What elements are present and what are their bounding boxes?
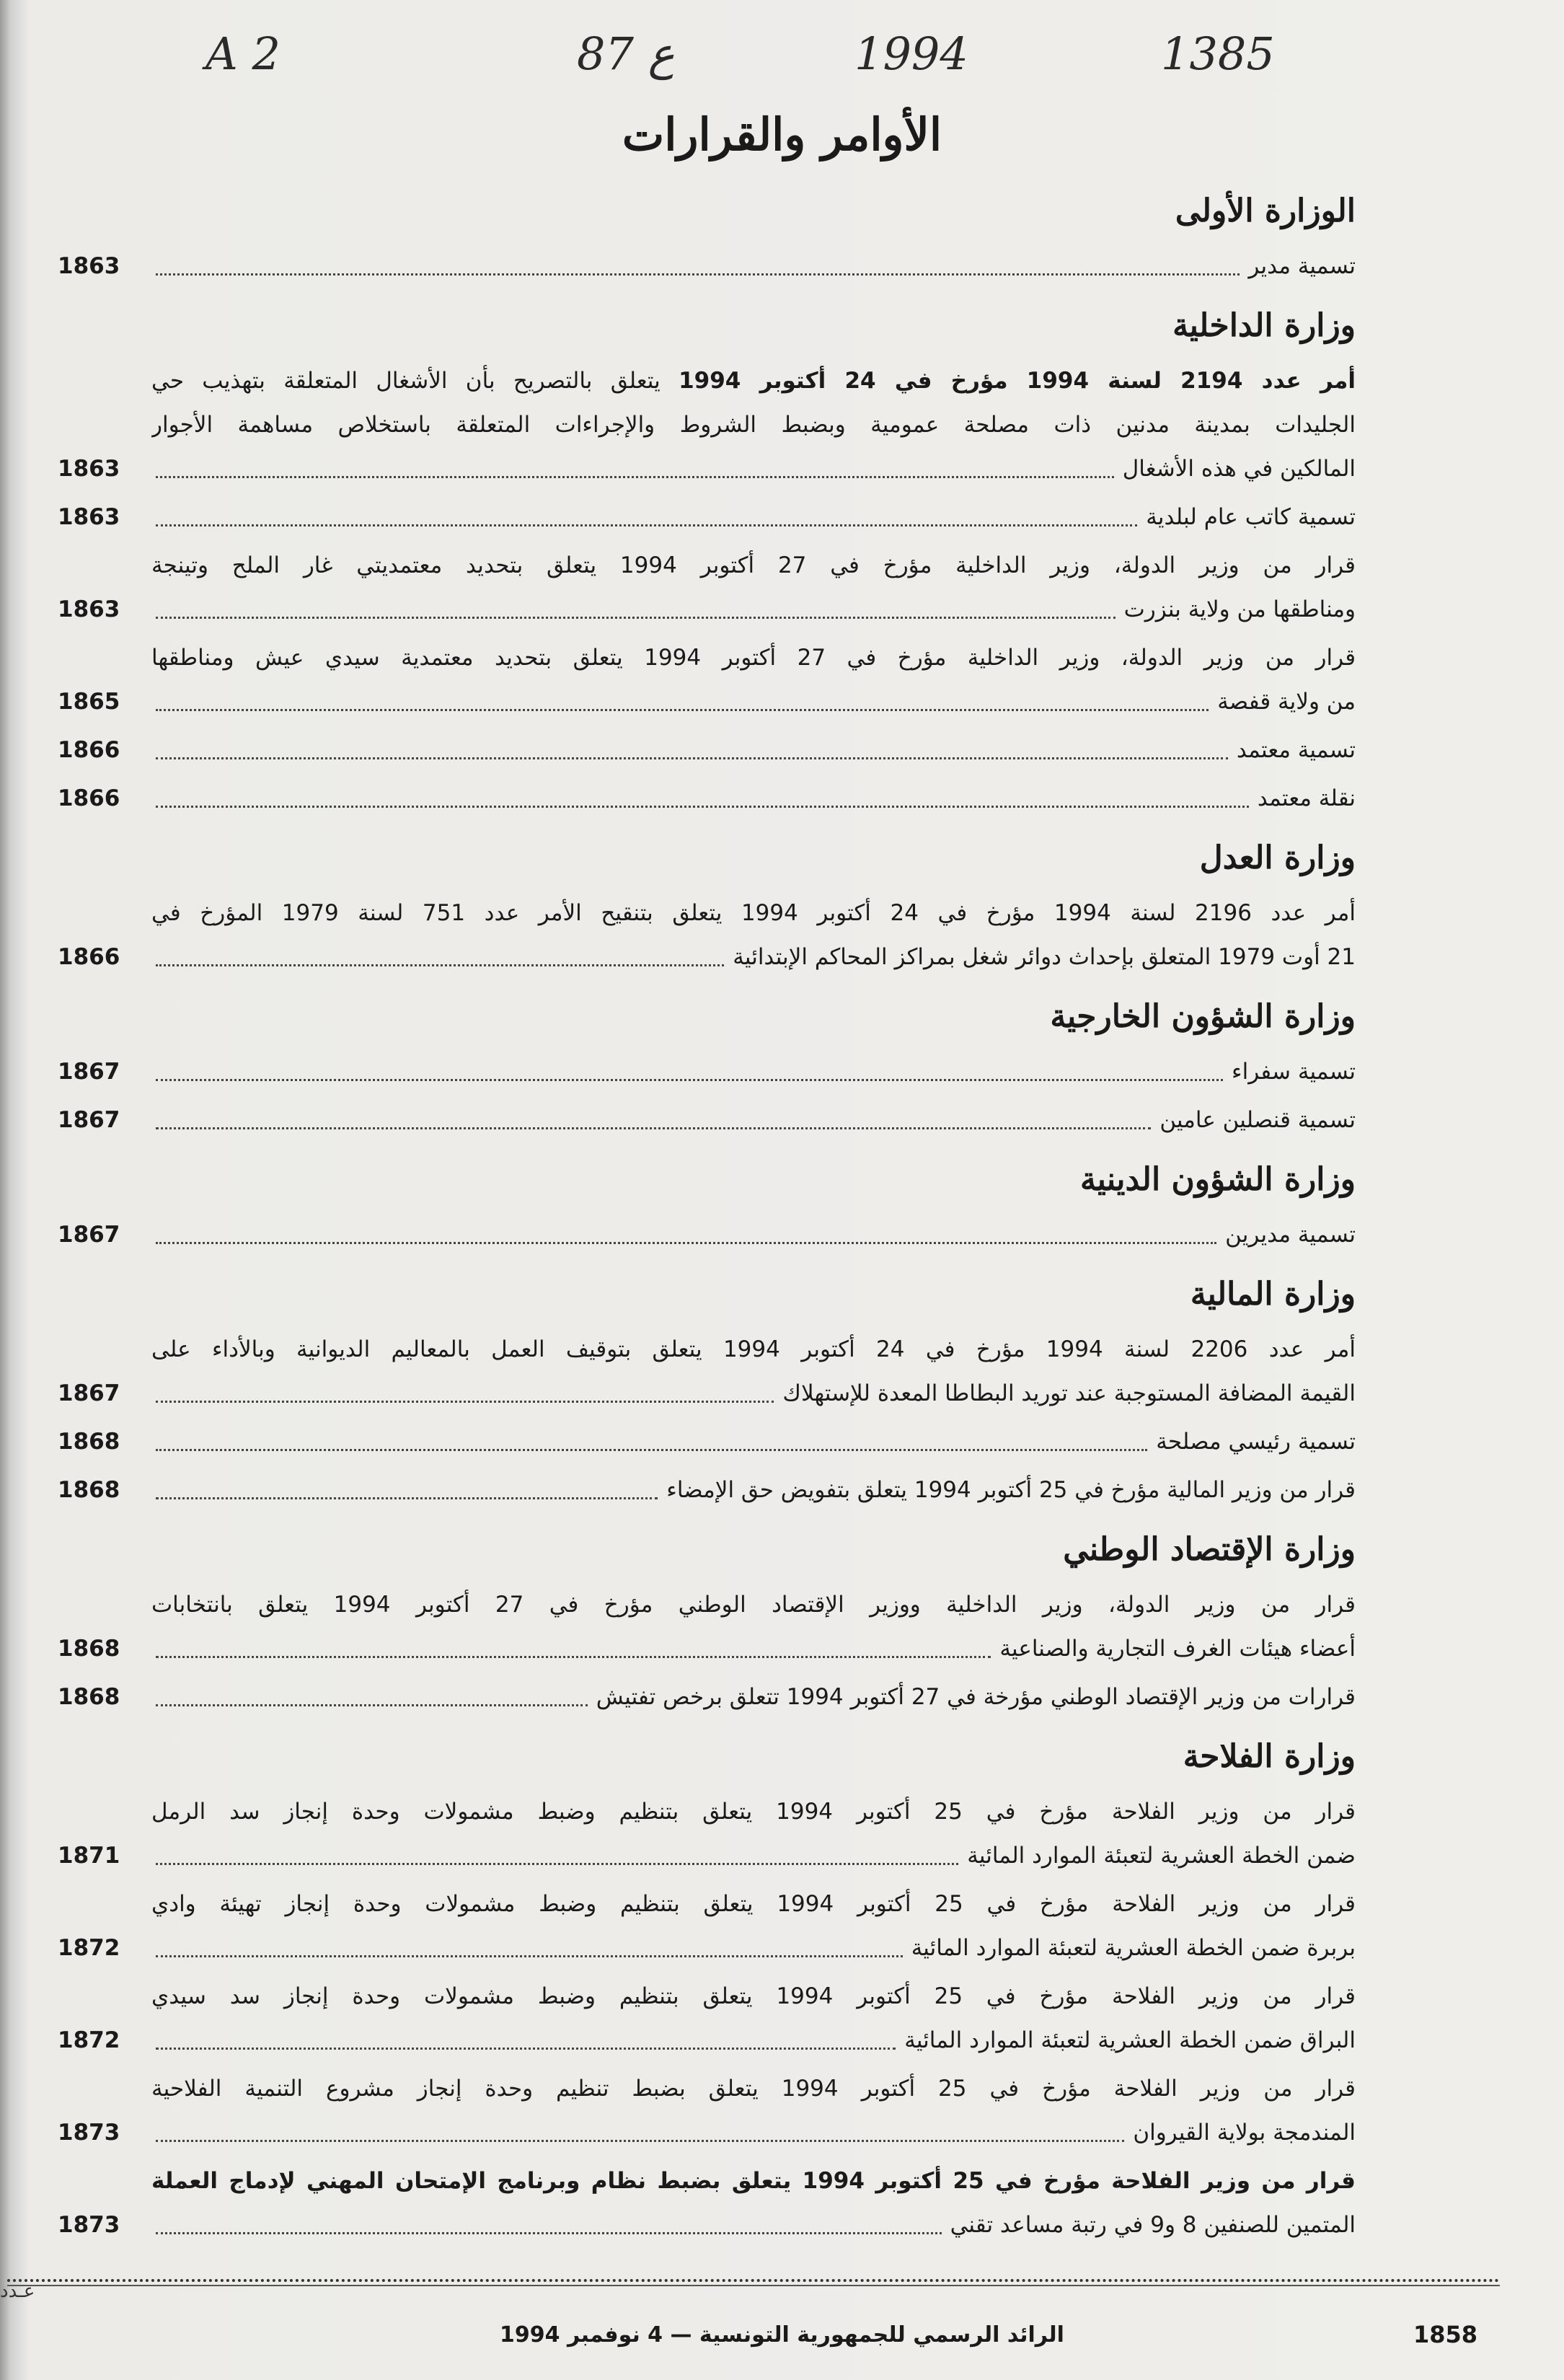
- toc-page-number: 1863: [58, 456, 120, 482]
- toc-entry-text: [151, 1213, 1356, 1257]
- toc-entry[interactable]: [58, 544, 1356, 632]
- toc-page-number: 1863: [58, 596, 120, 622]
- toc-entry[interactable]: [58, 1790, 1356, 1878]
- toc-entry-line: المندمجة بولاية القيروان: [1133, 2120, 1356, 2146]
- dot-leader: [156, 1241, 1216, 1244]
- toc-entry[interactable]: [58, 891, 1356, 979]
- toc-entry-line: تسمية معتمد: [1236, 737, 1356, 763]
- page-title: الأوامر والقرارات: [622, 108, 942, 161]
- toc-entry-line: قرار من وزير الدولة، وزير الداخلية ووزير الإقتصاد الوطني مؤرخ في 27 أكتوبر 1994 يتعلق بانتخابات: [151, 1592, 1356, 1618]
- dot-leader: [156, 273, 1240, 276]
- handwritten-year: 1994: [854, 27, 968, 80]
- toc-entry-line: القيمة المضافة المستوجبة عند توريد البطاطا المعدة للإستهلاك: [782, 1380, 1356, 1406]
- toc-entry-line: تسمية مديرين: [1225, 1222, 1356, 1248]
- dot-leader: [156, 964, 724, 966]
- toc-entry[interactable]: [58, 1420, 1356, 1464]
- section-title: وزارة الفلاحة: [1183, 1738, 1356, 1775]
- toc-entry-text: [151, 1098, 1356, 1142]
- footer-page-number: 1858: [1413, 2321, 1478, 2348]
- toc-entry-text: [151, 495, 1356, 539]
- toc-page-number: 1865: [58, 689, 120, 715]
- toc-page-number: 1868: [58, 1477, 120, 1503]
- toc-entry[interactable]: [58, 728, 1356, 772]
- toc-entry-line: قرار من وزير الفلاحة مؤرخ في 25 أكتوبر 1994 يتعلق بتنظيم وضبط مشمولات وحدة إنجاز سد سيدي: [151, 1983, 1356, 2009]
- toc-entry[interactable]: [58, 1675, 1356, 1719]
- handwritten-ref: A 2: [206, 27, 280, 80]
- toc-entry-text: [151, 359, 1356, 491]
- toc-entry-line: قرار من وزير الدولة، وزير الداخلية مؤرخ في 27 أكتوبر 1994 يتعلق بتحديد معتمدية سيدي عيش ومناطقها: [151, 645, 1356, 671]
- section-title: وزارة الشؤون الدينية: [1080, 1161, 1356, 1198]
- toc-entry[interactable]: [58, 1213, 1356, 1257]
- toc-entry-line: قرار من وزير الفلاحة مؤرخ في 25 أكتوبر 1994 يتعلق بضبط نظام وبرنامج الإمتحان المهني لإدماج العملة: [151, 2168, 1356, 2194]
- toc-entry-line: تسمية كاتب عام لبلدية: [1146, 504, 1356, 530]
- handwritten-number: 87 ع: [577, 27, 675, 80]
- toc-entry-line: 21 أوت 1979 المتعلق بإحداث دوائر شغل بمراكز المحاكم الإبتدائية: [733, 944, 1356, 970]
- toc-entry[interactable]: [58, 1328, 1356, 1416]
- dot-leader: [156, 1655, 991, 1658]
- toc-page-number: 1873: [58, 2212, 120, 2238]
- toc-entry-line: البراق ضمن الخطة العشرية لتعبئة الموارد المائية: [904, 2027, 1356, 2053]
- toc-entry-line: من ولاية قفصة: [1217, 689, 1356, 715]
- toc-entry-line: قرار من وزير الفلاحة مؤرخ في 25 أكتوبر 1994 يتعلق بتنظيم وضبط مشمولات وحدة إنجاز سد الرمل: [151, 1799, 1356, 1825]
- toc-page-number: 1872: [58, 1935, 120, 1961]
- toc-entry-text: [151, 1675, 1356, 1719]
- toc-entry[interactable]: [58, 636, 1356, 724]
- toc-entry-line: تسمية مدير: [1248, 253, 1356, 279]
- toc-entry-text: [151, 1975, 1356, 2063]
- toc-entry-line: ضمن الخطة العشرية لتعبئة الموارد المائية: [967, 1843, 1356, 1869]
- toc-page-number: 1868: [58, 1429, 120, 1455]
- toc-entry-line: بربرة ضمن الخطة العشرية لتعبئة الموارد المائية: [911, 1935, 1356, 1961]
- toc-entry-text: [151, 1583, 1356, 1671]
- toc-entry-text: [151, 1328, 1356, 1416]
- toc-entry[interactable]: [58, 359, 1356, 491]
- toc-entry-line: أمر عدد 2196 لسنة 1994 مؤرخ في 24 أكتوبر 1994 يتعلق بتنقيح الأمر عدد 751 لسنة 1979 المؤرخ في: [151, 900, 1356, 926]
- toc-entry-text: [151, 1882, 1356, 1970]
- dot-leader: [156, 1954, 903, 1957]
- dot-leader: [156, 1704, 588, 1706]
- dot-leader: [156, 708, 1209, 711]
- toc-entry[interactable]: [58, 244, 1356, 288]
- toc-entry[interactable]: [58, 1975, 1356, 2063]
- section-title: وزارة الداخلية: [1172, 307, 1356, 344]
- toc-entry-text: [151, 2159, 1356, 2247]
- toc-page-number: 1866: [58, 944, 120, 970]
- toc-page-number: 1867: [58, 1222, 120, 1248]
- toc-entry-text: [151, 2067, 1356, 2155]
- toc-entry[interactable]: [58, 1583, 1356, 1671]
- dot-leader: [156, 1497, 658, 1499]
- toc-entry-line: أعضاء هيئات الغرف التجارية والصناعية: [999, 1636, 1356, 1662]
- dot-leader: [156, 616, 1115, 619]
- toc-entry[interactable]: [58, 1882, 1356, 1970]
- toc-entry-text: [151, 544, 1356, 632]
- section-title: وزارة المالية: [1190, 1276, 1356, 1313]
- toc-entry-text: [151, 244, 1356, 288]
- toc-entry-text: [151, 1420, 1356, 1464]
- toc-entry-line: قرار من وزير الدولة، وزير الداخلية مؤرخ في 27 أكتوبر 1994 يتعلق بتحديد معتمديتي غار الملح وتينجة: [151, 552, 1356, 578]
- dot-leader: [156, 1400, 774, 1403]
- toc-entry-line: تسمية رئيسي مصلحة: [1156, 1429, 1356, 1455]
- toc-entry[interactable]: [58, 1468, 1356, 1512]
- toc-page-number: 1866: [58, 785, 120, 811]
- section-title: الوزارة الأولى: [1175, 193, 1356, 229]
- toc-entry[interactable]: [58, 777, 1356, 821]
- footer-journal-title: الرائد الرسمي للجمهورية التونسية — 4 نوفمبر 1994: [500, 2322, 1064, 2348]
- toc-entry-line: قرارات من وزير الإقتصاد الوطني مؤرخة في 27 أكتوبر 1994 تتعلق برخص تفتيش: [596, 1684, 1356, 1710]
- toc-page-number: 1867: [58, 1107, 120, 1133]
- toc-entry[interactable]: [58, 1050, 1356, 1094]
- toc-page-number: 1863: [58, 253, 120, 279]
- toc-page-number: 1871: [58, 1843, 120, 1869]
- toc-page-number: 1873: [58, 2120, 120, 2146]
- toc-entry-line: تسمية قنصلين عامين: [1159, 1107, 1356, 1133]
- section-title: وزارة العدل: [1199, 839, 1356, 876]
- toc-entry-line: تسمية سفراء: [1232, 1059, 1356, 1085]
- dot-leader: [156, 475, 1114, 478]
- toc-page-number: 1866: [58, 737, 120, 763]
- toc-entry-text: [151, 636, 1356, 724]
- edge-note: عـدد: [0, 2280, 35, 2302]
- toc-page-number: 1868: [58, 1636, 120, 1662]
- toc-entry-line: المالكين في هذه الأشغال: [1122, 456, 1356, 482]
- dot-leader: [156, 524, 1137, 526]
- section-title: وزارة الشؤون الخارجية: [1050, 998, 1356, 1035]
- dot-leader: [156, 805, 1249, 808]
- toc-entry-line: الجليدات بمدينة مدنين ذات مصلحة عمومية وبضبط الشروط والإجراءات المتعلقة باستخلاص مساهمة الأجوار: [151, 412, 1356, 438]
- footer-divider-solid: [7, 2285, 1500, 2286]
- toc-page-number: 1868: [58, 1684, 120, 1710]
- toc-page-number: 1867: [58, 1380, 120, 1406]
- dot-leader: [156, 1448, 1147, 1451]
- dot-leader: [156, 2231, 942, 2234]
- toc-entry[interactable]: [58, 495, 1356, 539]
- toc-page-number: 1863: [58, 504, 120, 530]
- toc-entry-line: أمر عدد 2206 لسنة 1994 مؤرخ في 24 أكتوبر 1994 يتعلق بتوقيف العمل بالمعاليم الديوانية وبالأداء على: [151, 1336, 1356, 1362]
- toc-entry-text: [151, 1468, 1356, 1512]
- dot-leader: [156, 1078, 1223, 1081]
- toc-page-number: 1867: [58, 1059, 120, 1085]
- handwritten-hijri: 1385: [1161, 27, 1275, 80]
- toc-page-number: 1872: [58, 2027, 120, 2053]
- toc-entry[interactable]: [58, 2159, 1356, 2247]
- toc-entry-line: ومناطقها من ولاية بنزرت: [1123, 596, 1356, 622]
- section-title: وزارة الإقتصاد الوطني: [1063, 1531, 1356, 1568]
- toc-entry-text: [151, 728, 1356, 772]
- dot-leader: [156, 2047, 896, 2050]
- toc-entry-line: قرار من وزير المالية مؤرخ في 25 أكتوبر 1994 يتعلق بتفويض حق الإمضاء: [666, 1477, 1356, 1503]
- dot-leader: [156, 1127, 1151, 1129]
- toc-entry-line: قرار من وزير الفلاحة مؤرخ في 25 أكتوبر 1994 يتعلق بضبط تنظيم وحدة إنجاز مشروع التنمية الفلاحية: [151, 2076, 1356, 2102]
- toc-entry[interactable]: [58, 2067, 1356, 2155]
- toc-entry[interactable]: [58, 1098, 1356, 1142]
- dot-leader: [156, 2139, 1124, 2142]
- toc-entry-text: [151, 777, 1356, 821]
- dot-leader: [156, 757, 1228, 759]
- dot-leader: [156, 1862, 958, 1865]
- toc-entry-line: نقلة معتمد: [1257, 785, 1356, 811]
- toc-entry-text: [151, 1790, 1356, 1878]
- toc-entry-text: [151, 891, 1356, 979]
- toc-entry-line: المتمين للصنفين 8 و9 في رتبة مساعد تقني: [950, 2212, 1356, 2238]
- footer-divider: [7, 2279, 1500, 2282]
- table-of-contents: [58, 191, 1356, 2252]
- toc-entry-text: [151, 1050, 1356, 1094]
- toc-entry-line: قرار من وزير الفلاحة مؤرخ في 25 أكتوبر 1994 يتعلق بتنظيم وضبط مشمولات وحدة إنجاز تهيئة وادي: [151, 1891, 1356, 1917]
- toc-entry-line: أمر عدد 2194 لسنة 1994 مؤرخ في 24 أكتوبر 1994 يتعلق بالتصريح بأن الأشغال المتعلقة بتهذيب حي: [151, 368, 1356, 394]
